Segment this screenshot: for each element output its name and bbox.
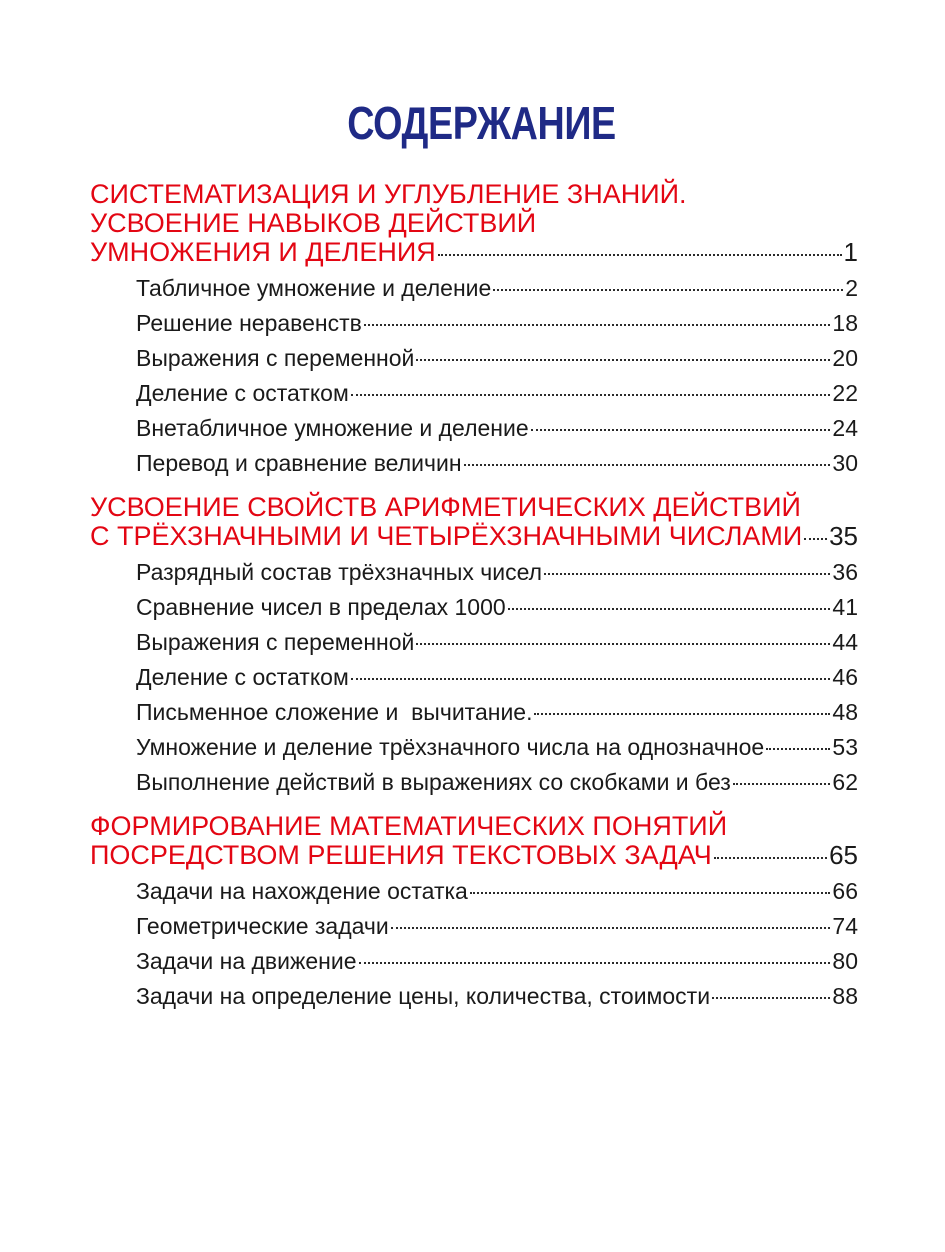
page-number: 24	[832, 415, 858, 441]
toc-item-title: Сравнение чисел в пределах 1000	[136, 594, 506, 620]
toc-item-title: Письменное сложение и вычитание.	[136, 699, 533, 725]
dot-leader	[544, 573, 830, 575]
toc-item[interactable]	[136, 271, 858, 306]
dot-leader	[766, 748, 830, 750]
dot-leader	[391, 927, 831, 929]
toc-item-title: Выполнение действий в выражениях со скобками и без	[136, 769, 731, 795]
dot-leader	[534, 713, 830, 715]
dot-leader	[531, 429, 831, 431]
page-number: 80	[832, 948, 858, 974]
page-number: 44	[832, 629, 858, 655]
toc-item-title: Перевод и сравнение величин	[136, 450, 462, 476]
dot-leader	[351, 394, 831, 396]
dot-leader	[351, 678, 831, 680]
dot-leader	[804, 538, 827, 540]
page-number: 46	[832, 664, 858, 690]
toc-item[interactable]	[136, 411, 858, 446]
section-heading-line: ПОСРЕДСТВОМ РЕШЕНИЯ ТЕКСТОВЫХ ЗАДАЧ	[90, 840, 712, 870]
toc-item[interactable]	[136, 555, 858, 590]
toc-item[interactable]	[136, 979, 858, 1014]
toc-item-title: Задачи на определение цены, количества, стоимости	[136, 983, 711, 1009]
toc-item[interactable]	[136, 376, 858, 411]
table-of-contents	[90, 180, 858, 1026]
page-number: 41	[832, 594, 858, 620]
page-title: СОДЕРЖАНИЕ	[347, 97, 616, 149]
page-number: 30	[832, 450, 858, 476]
dot-leader	[733, 783, 831, 785]
page-number: 66	[832, 878, 858, 904]
toc-item-title: Умножение и деление трёхзначного числа на однозначное	[136, 734, 765, 760]
section-heading-line: СИСТЕМАТИЗАЦИЯ И УГЛУБЛЕНИЕ ЗНАНИЙ.	[90, 179, 687, 209]
section-heading-line: ФОРМИРОВАНИЕ МАТЕМАТИЧЕСКИХ ПОНЯТИЙ	[90, 811, 728, 841]
toc-item-title: Геометрические задачи	[136, 913, 389, 939]
toc-item-title: Табличное умножение и деление	[136, 275, 492, 301]
toc-item[interactable]	[136, 306, 858, 341]
page-number: 88	[832, 983, 858, 1009]
toc-item[interactable]	[136, 625, 858, 660]
section-heading-line: УСВОЕНИЕ НАВЫКОВ ДЕЙСТВИЙ	[90, 208, 537, 238]
page-number: 53	[832, 734, 858, 760]
toc-item[interactable]	[136, 730, 858, 765]
page-number: 65	[829, 840, 858, 870]
section-heading-line: УСВОЕНИЕ СВОЙСТВ АРИФМЕТИЧЕСКИХ ДЕЙСТВИЙ	[90, 492, 801, 522]
toc-item[interactable]	[136, 341, 858, 376]
page-number: 22	[832, 380, 858, 406]
section-heading-entry[interactable]	[90, 522, 858, 551]
dot-leader	[359, 962, 831, 964]
toc-item[interactable]	[136, 590, 858, 625]
dot-leader	[712, 997, 830, 999]
page-number: 62	[832, 769, 858, 795]
page-number: 35	[829, 521, 858, 551]
toc-item-title: Выражения с переменной	[136, 629, 415, 655]
page-number: 2	[845, 275, 858, 301]
toc-section	[90, 493, 858, 800]
page-number: 48	[832, 699, 858, 725]
toc-item-title: Решение неравенств	[136, 310, 362, 336]
toc-section	[90, 180, 858, 481]
toc-item-title: Разрядный состав трёхзначных чисел	[136, 559, 543, 585]
section-heading-entry[interactable]	[90, 841, 858, 870]
dot-leader	[508, 608, 831, 610]
toc-item[interactable]	[136, 446, 858, 481]
toc-item-title: Задачи на движение	[136, 948, 357, 974]
dot-leader	[470, 892, 831, 894]
page-number: 18	[832, 310, 858, 336]
toc-item[interactable]	[136, 909, 858, 944]
page-number: 20	[832, 345, 858, 371]
toc-section	[90, 812, 858, 1014]
dot-leader	[416, 359, 830, 361]
dot-leader	[464, 464, 831, 466]
toc-item[interactable]	[136, 695, 858, 730]
toc-item[interactable]	[136, 765, 858, 800]
page-number: 1	[843, 237, 858, 267]
dot-leader	[416, 643, 830, 645]
section-heading-line: УМНОЖЕНИЯ И ДЕЛЕНИЯ	[90, 237, 436, 267]
dot-leader	[714, 857, 827, 859]
toc-item[interactable]	[136, 660, 858, 695]
dot-leader	[438, 254, 842, 256]
page-number: 74	[832, 913, 858, 939]
toc-item-title: Деление с остатком	[136, 380, 349, 406]
toc-item-title: Деление с остатком	[136, 664, 349, 690]
dot-leader	[364, 324, 831, 326]
section-heading-entry[interactable]	[90, 238, 858, 267]
toc-item[interactable]	[136, 874, 858, 909]
toc-item-title: Внетабличное умножение и деление	[136, 415, 529, 441]
page-number: 36	[832, 559, 858, 585]
toc-item-title: Задачи на нахождение остатка	[136, 878, 468, 904]
section-heading-line: С ТРЁХЗНАЧНЫМИ И ЧЕТЫРЁХЗНАЧНЫМИ ЧИСЛАМИ	[90, 521, 803, 551]
toc-item-title: Выражения с переменной	[136, 345, 415, 371]
toc-item[interactable]	[136, 944, 858, 979]
dot-leader	[493, 289, 843, 291]
